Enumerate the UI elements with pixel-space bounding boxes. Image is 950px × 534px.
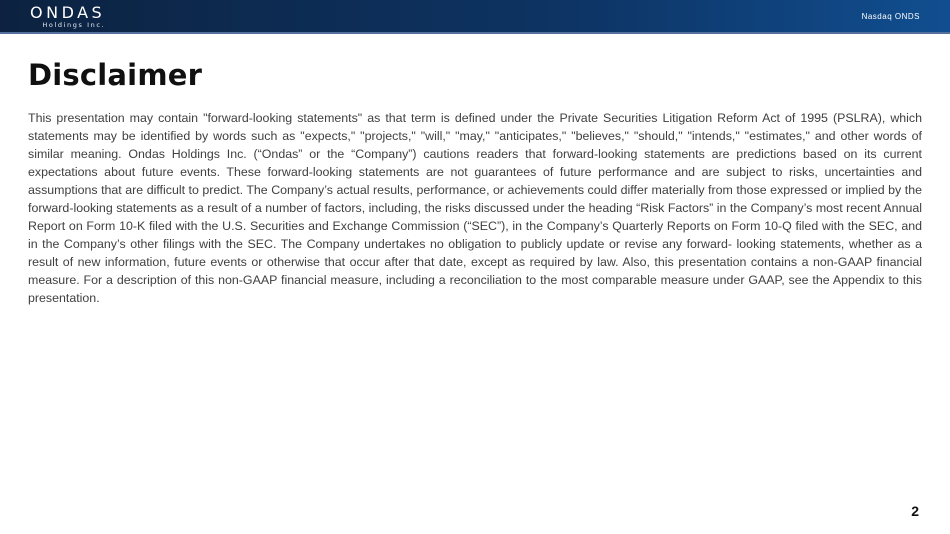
logo-subtitle-text: Holdings Inc. [42, 20, 106, 29]
page-title: Disclaimer [28, 58, 203, 92]
ondas-logo [30, 2, 106, 29]
disclaimer-body-text: This presentation may contain "forward-looking statements" as that term is defined under the Private Securities Litigation Reform Act of 1995 (PSLRA), which statements may be identified by words such as "expects," "projects," "will," "may," "anticipates," "believes," "should," "intends," "estimates," and other words of similar meaning. Ondas Holdings Inc. (“Ondas” or the “Company”) cautions readers that forward-looking statements are predictions based on its current expectations about future events. These forward-looking statements are not guarantees of future performance and are subject to risks, uncertainties and assumptions that are difficult to predict. The Company’s actual results, performance, or achievements could differ materially from those expressed or implied by the forward-looking statements as a result of a number of factors, including, the risks discussed under the heading “Risk Factors” in the Company’s most recent Annual Report on Form 10-K filed with the U.S. Securities and Exchange Commission (“SEC”), in the Company’s Quarterly Reports on Form 10-Q filed with the SEC, and in the Company’s other filings with the SEC. The Company undertakes no obligation to publicly update or revise any forward- looking statements, whether as a result of new information, future events or otherwise that occur after that date, except as required by law. Also, this presentation contains a non-GAAP financial measure. For a description of this non-GAAP financial measure, including a reconciliation to the most comparable measure under GAAP, see the Appendix to this presentation. [28, 111, 922, 305]
slide-content [28, 36, 922, 307]
nasdaq-ticker-label: Nasdaq ONDS [861, 11, 920, 21]
logo-brand-text: ONDAS [30, 2, 106, 22]
header-bar [0, 0, 950, 34]
page-number: 2 [911, 503, 919, 519]
